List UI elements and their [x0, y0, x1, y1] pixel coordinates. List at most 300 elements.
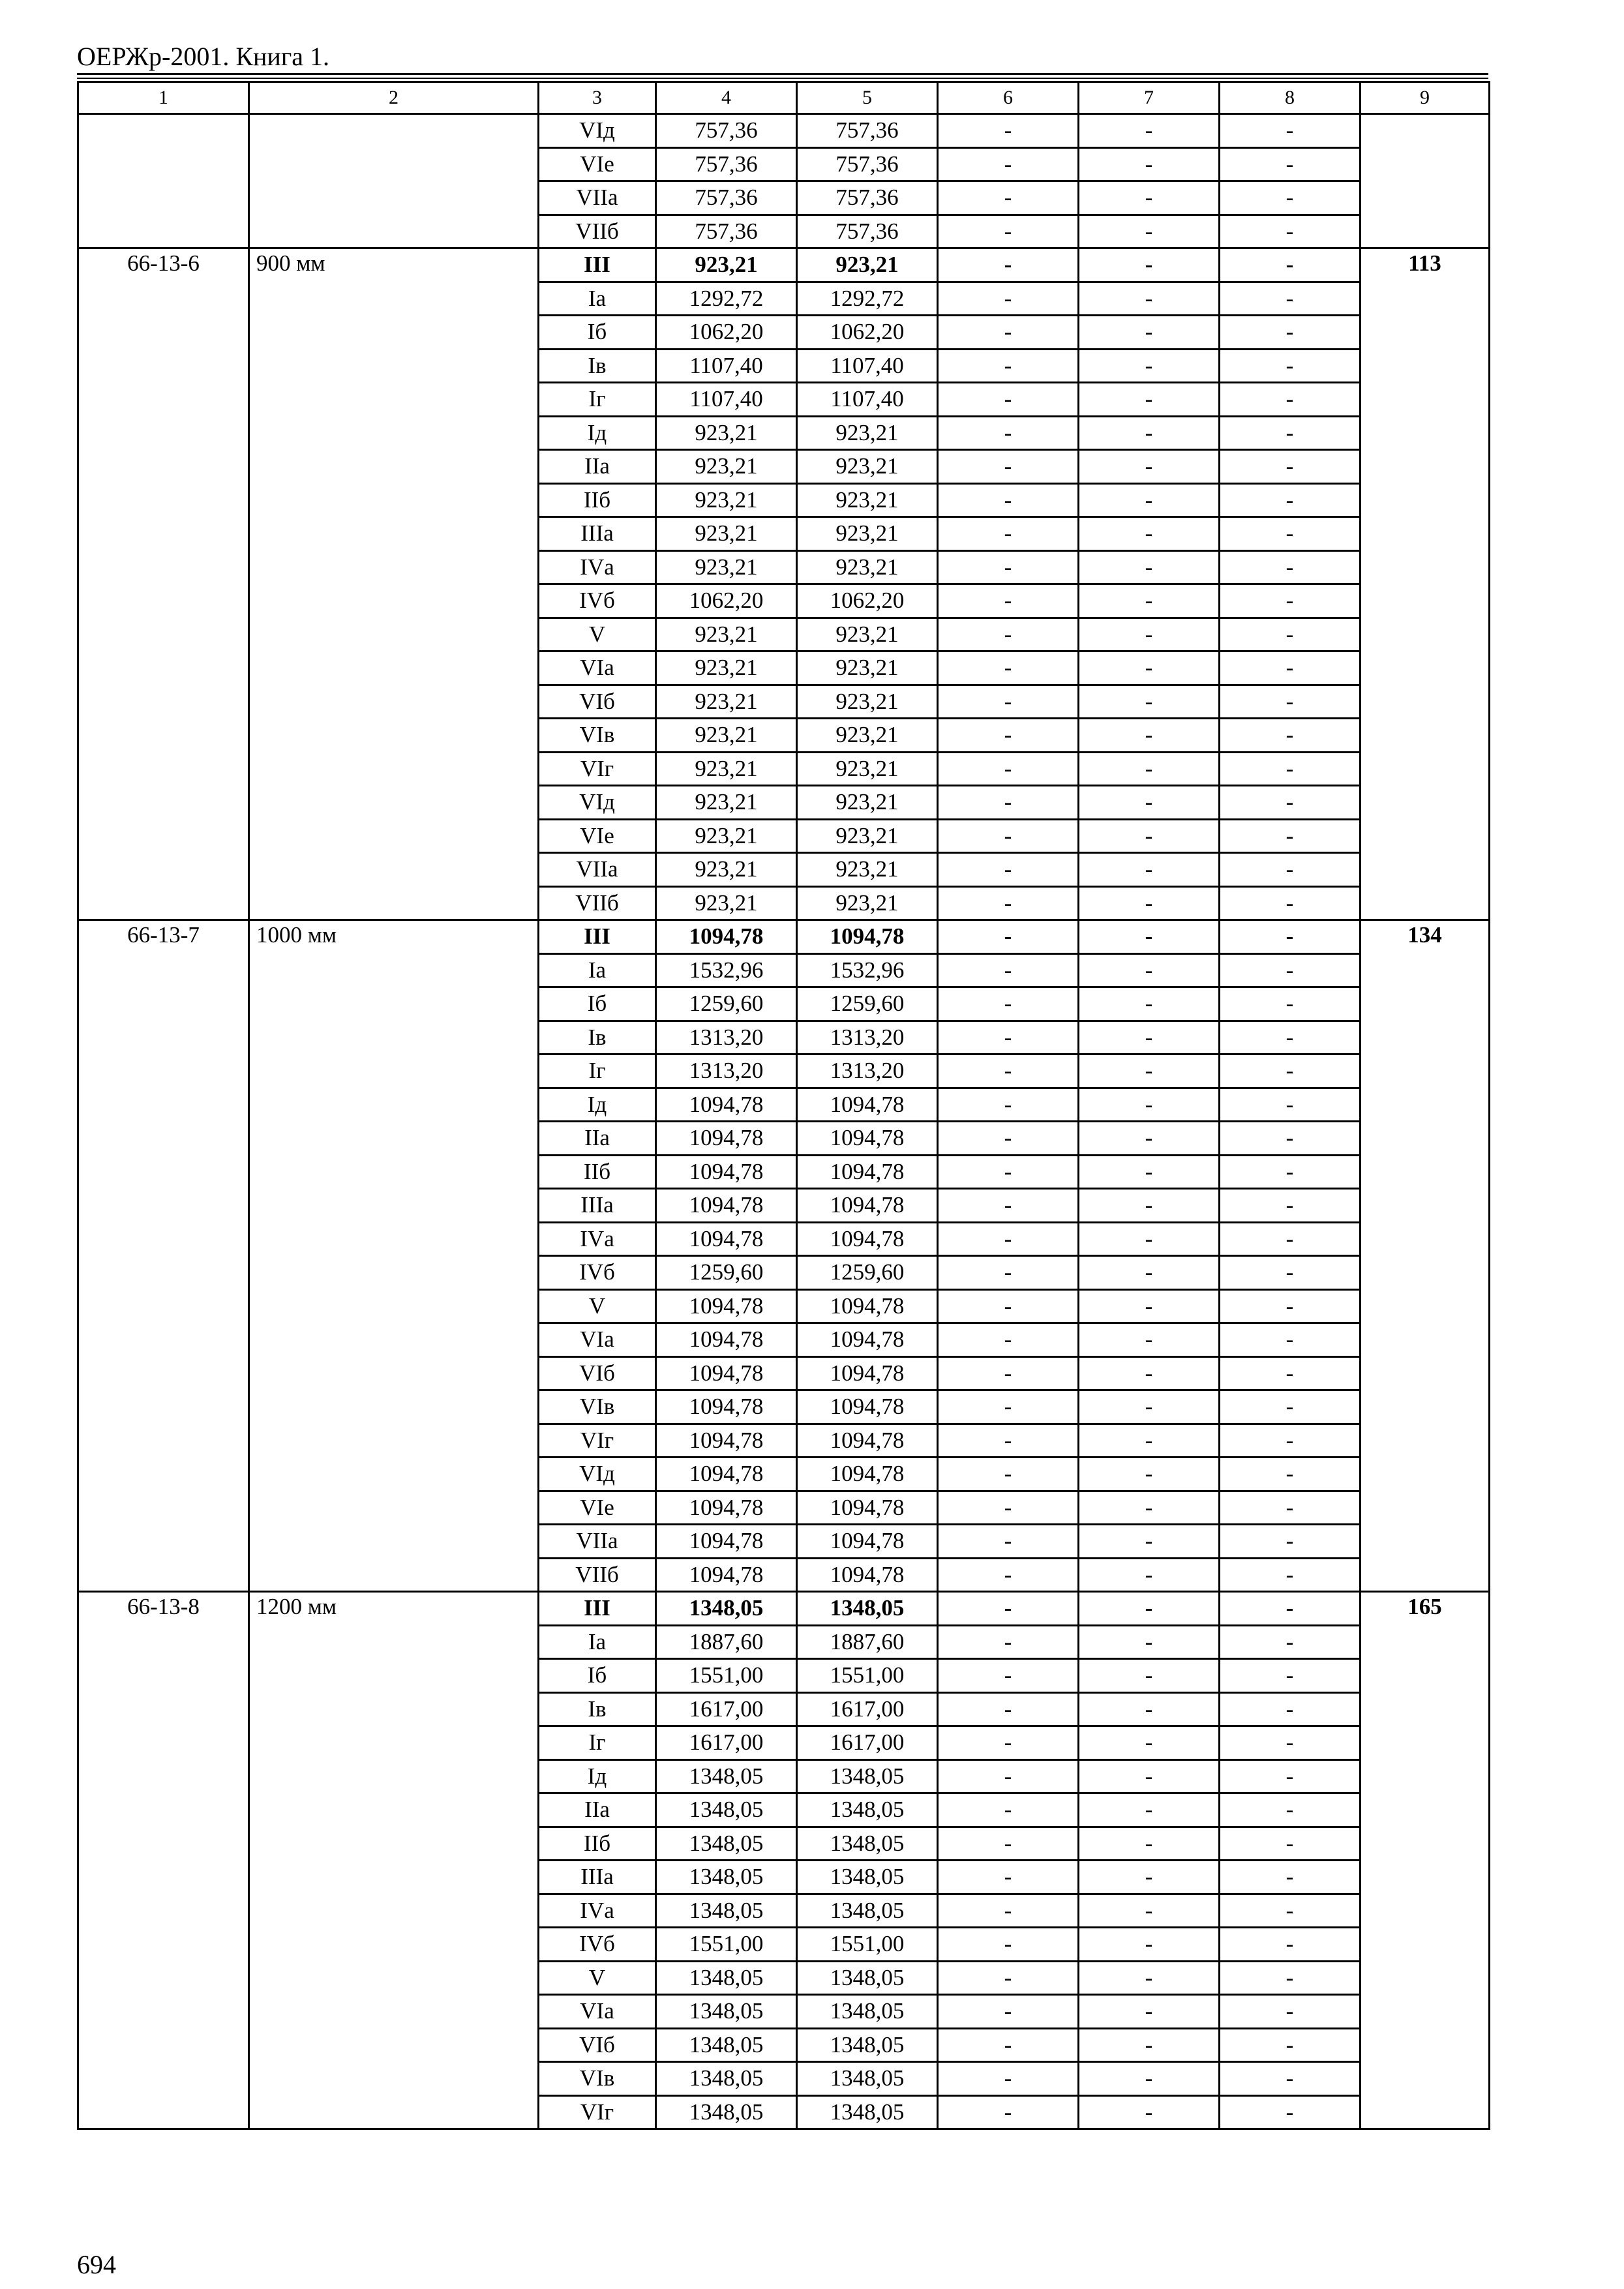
value-cell-col7: -: [1079, 1558, 1220, 1592]
value-cell-col6: -: [938, 886, 1079, 920]
value-cell-col6: -: [938, 282, 1079, 316]
value-cell-col8: -: [1220, 2062, 1361, 2096]
value-cell-col7: -: [1079, 1692, 1220, 1726]
value-cell-col5: 1094,78: [797, 1390, 938, 1424]
zone-cell: VIд: [539, 114, 656, 148]
zone-cell: VIг: [539, 1424, 656, 1458]
value-cell-col5: 1348,05: [797, 1827, 938, 1861]
value-cell-col6: -: [938, 853, 1079, 887]
value-cell-col6: -: [938, 450, 1079, 484]
value-cell-col4: 1348,05: [656, 1961, 797, 1995]
value-cell-col4: 1551,00: [656, 1659, 797, 1693]
value-cell-col8: -: [1220, 1961, 1361, 1995]
value-cell-col6: -: [938, 2062, 1079, 2096]
value-cell-col6: -: [938, 316, 1079, 350]
value-cell-col4: 1348,05: [656, 1894, 797, 1928]
value-cell-col4: 923,21: [656, 685, 797, 719]
value-cell-col5: 1259,60: [797, 987, 938, 1021]
value-cell-col7: -: [1079, 1088, 1220, 1122]
value-cell-col4: 1348,05: [656, 1759, 797, 1793]
value-cell-col7: -: [1079, 886, 1220, 920]
item-name: 1000 мм: [249, 920, 539, 1592]
value-cell-col8: -: [1220, 1894, 1361, 1928]
value-cell-col4: 757,36: [656, 215, 797, 248]
value-cell-col5: 923,21: [797, 483, 938, 517]
value-cell-col4: 923,21: [656, 483, 797, 517]
value-cell-col4: 1094,78: [656, 1122, 797, 1156]
value-cell-col7: -: [1079, 147, 1220, 181]
value-cell-col6: -: [938, 483, 1079, 517]
value-cell-col4: 1348,05: [656, 2095, 797, 2129]
value-cell-col4: 1107,40: [656, 349, 797, 383]
value-cell-col4: 923,21: [656, 819, 797, 853]
column-number: 5: [797, 82, 938, 114]
value-cell-col4: 1094,78: [656, 1356, 797, 1390]
value-cell-col6: -: [938, 248, 1079, 282]
table-row: [78, 248, 1490, 282]
value-cell-col7: -: [1079, 2028, 1220, 2062]
value-cell-col4: 1551,00: [656, 1928, 797, 1962]
value-cell-col4: 1887,60: [656, 1625, 797, 1659]
value-cell-col5: 923,21: [797, 719, 938, 753]
zone-cell: Iб: [539, 316, 656, 350]
value-cell-col4: 1094,78: [656, 1491, 797, 1525]
value-cell-col6: -: [938, 1155, 1079, 1189]
value-cell-col5: 1348,05: [797, 1961, 938, 1995]
value-cell-col4: 1094,78: [656, 1189, 797, 1223]
value-cell-col7: -: [1079, 2062, 1220, 2096]
value-cell-col7: -: [1079, 383, 1220, 417]
value-cell-col8: -: [1220, 1491, 1361, 1525]
value-cell-col5: 1617,00: [797, 1692, 938, 1726]
value-cell-col8: -: [1220, 181, 1361, 215]
value-cell-col6: -: [938, 1894, 1079, 1928]
value-cell-col7: -: [1079, 1491, 1220, 1525]
value-cell-col6: -: [938, 1793, 1079, 1827]
value-cell-col7: -: [1079, 114, 1220, 148]
value-cell-col8: -: [1220, 248, 1361, 282]
value-cell-col8: -: [1220, 1458, 1361, 1491]
value-cell-col5: 1062,20: [797, 584, 938, 618]
value-cell-col7: -: [1079, 853, 1220, 887]
value-cell-col6: -: [938, 349, 1079, 383]
value-cell-col4: 1259,60: [656, 1256, 797, 1290]
value-cell-col8: -: [1220, 651, 1361, 685]
value-cell-col8: -: [1220, 1122, 1361, 1156]
value-cell-col8: -: [1220, 920, 1361, 954]
zone-cell: Iа: [539, 1625, 656, 1659]
zone-cell: Iг: [539, 1726, 656, 1760]
value-cell-col8: -: [1220, 349, 1361, 383]
value-cell-col4: 1094,78: [656, 1525, 797, 1559]
value-cell-col7: -: [1079, 752, 1220, 786]
value-cell-col5: 923,21: [797, 550, 938, 584]
value-cell-col7: -: [1079, 1928, 1220, 1962]
zone-cell: VIIа: [539, 1525, 656, 1559]
value-cell-col8: -: [1220, 550, 1361, 584]
value-cell-col8: -: [1220, 282, 1361, 316]
zone-cell: III: [539, 920, 656, 954]
value-cell-col8: -: [1220, 1558, 1361, 1592]
value-cell-col7: -: [1079, 953, 1220, 987]
value-cell-col6: -: [938, 1390, 1079, 1424]
value-cell-col8: -: [1220, 752, 1361, 786]
value-cell-col5: 1887,60: [797, 1625, 938, 1659]
header-rule-inner: [77, 78, 1488, 79]
value-cell-col4: 1313,20: [656, 1021, 797, 1055]
value-cell-col5: 1094,78: [797, 1088, 938, 1122]
value-cell-col5: 1062,20: [797, 316, 938, 350]
zone-cell: IIб: [539, 1827, 656, 1861]
value-cell-col6: -: [938, 1491, 1079, 1525]
value-cell-col8: -: [1220, 853, 1361, 887]
zone-cell: IVа: [539, 1894, 656, 1928]
value-cell-col8: -: [1220, 1827, 1361, 1861]
value-cell-col5: 923,21: [797, 752, 938, 786]
value-cell-col6: -: [938, 920, 1079, 954]
zone-cell: V: [539, 618, 656, 651]
header-rule: [77, 73, 1488, 75]
value-cell-col7: -: [1079, 483, 1220, 517]
column-9-value: [1361, 114, 1490, 248]
value-cell-col5: 1094,78: [797, 1558, 938, 1592]
value-cell-col7: -: [1079, 517, 1220, 551]
zone-cell: III: [539, 248, 656, 282]
value-cell-col5: 923,21: [797, 248, 938, 282]
value-cell-col5: 923,21: [797, 416, 938, 450]
value-cell-col4: 1259,60: [656, 987, 797, 1021]
value-cell-col8: -: [1220, 1525, 1361, 1559]
table-row: [78, 114, 1490, 148]
value-cell-col5: 1551,00: [797, 1659, 938, 1693]
value-cell-col5: 923,21: [797, 618, 938, 651]
value-cell-col4: 1348,05: [656, 2062, 797, 2096]
zone-cell: VIб: [539, 2028, 656, 2062]
value-cell-col5: 1094,78: [797, 1289, 938, 1323]
value-cell-col7: -: [1079, 349, 1220, 383]
value-cell-col6: -: [938, 2028, 1079, 2062]
zone-cell: Iв: [539, 1692, 656, 1726]
zone-cell: IIIа: [539, 1189, 656, 1223]
zone-cell: III: [539, 1592, 656, 1626]
value-cell-col6: -: [938, 1961, 1079, 1995]
value-cell-col8: -: [1220, 450, 1361, 484]
value-cell-col5: 1348,05: [797, 1894, 938, 1928]
document-header: ОЕРЖр-2001. Книга 1.: [77, 42, 329, 71]
value-cell-col8: -: [1220, 1995, 1361, 2029]
value-cell-col8: -: [1220, 483, 1361, 517]
value-cell-col5: 1551,00: [797, 1928, 938, 1962]
value-cell-col4: 1094,78: [656, 1424, 797, 1458]
zone-cell: VIв: [539, 2062, 656, 2096]
value-cell-col6: -: [938, 1726, 1079, 1760]
value-cell-col6: -: [938, 1088, 1079, 1122]
value-cell-col4: 757,36: [656, 114, 797, 148]
value-cell-col5: 923,21: [797, 853, 938, 887]
rates-table: [77, 81, 1490, 2130]
value-cell-col5: 757,36: [797, 114, 938, 148]
zone-cell: VIа: [539, 1995, 656, 2029]
value-cell-col7: -: [1079, 1390, 1220, 1424]
column-number: 7: [1079, 82, 1220, 114]
value-cell-col8: -: [1220, 786, 1361, 820]
zone-cell: VIIб: [539, 886, 656, 920]
value-cell-col6: -: [938, 1424, 1079, 1458]
column-number: 8: [1220, 82, 1361, 114]
column-9-value: 165: [1361, 1592, 1490, 2129]
value-cell-col5: 1348,05: [797, 2028, 938, 2062]
value-cell-col4: 1094,78: [656, 1458, 797, 1491]
value-cell-col4: 1348,05: [656, 1827, 797, 1861]
value-cell-col6: -: [938, 1625, 1079, 1659]
value-cell-col5: 1107,40: [797, 383, 938, 417]
zone-cell: V: [539, 1961, 656, 1995]
value-cell-col6: -: [938, 618, 1079, 651]
value-cell-col5: 1094,78: [797, 1491, 938, 1525]
table-row: [78, 1592, 1490, 1626]
item-name: [249, 114, 539, 248]
value-cell-col7: -: [1079, 1189, 1220, 1223]
value-cell-col7: -: [1079, 215, 1220, 248]
item-code: 66-13-7: [78, 920, 249, 1592]
column-number: 1: [78, 82, 249, 114]
value-cell-col8: -: [1220, 584, 1361, 618]
value-cell-col4: 1348,05: [656, 1793, 797, 1827]
value-cell-col7: -: [1079, 1222, 1220, 1256]
value-cell-col7: -: [1079, 1155, 1220, 1189]
value-cell-col5: 923,21: [797, 651, 938, 685]
value-cell-col4: 923,21: [656, 853, 797, 887]
zone-cell: IIа: [539, 450, 656, 484]
value-cell-col6: -: [938, 1189, 1079, 1223]
value-cell-col5: 1094,78: [797, 1458, 938, 1491]
value-cell-col5: 757,36: [797, 147, 938, 181]
value-cell-col5: 923,21: [797, 886, 938, 920]
value-cell-col6: -: [938, 584, 1079, 618]
value-cell-col4: 757,36: [656, 181, 797, 215]
zone-cell: IIа: [539, 1122, 656, 1156]
value-cell-col4: 1062,20: [656, 584, 797, 618]
value-cell-col5: 1094,78: [797, 1525, 938, 1559]
value-cell-col4: 923,21: [656, 786, 797, 820]
value-cell-col6: -: [938, 1525, 1079, 1559]
value-cell-col8: -: [1220, 1289, 1361, 1323]
value-cell-col8: -: [1220, 953, 1361, 987]
value-cell-col8: -: [1220, 215, 1361, 248]
zone-cell: Iв: [539, 1021, 656, 1055]
value-cell-col7: -: [1079, 584, 1220, 618]
value-cell-col8: -: [1220, 1021, 1361, 1055]
zone-cell: VIе: [539, 147, 656, 181]
value-cell-col8: -: [1220, 1356, 1361, 1390]
column-number: 4: [656, 82, 797, 114]
value-cell-col8: -: [1220, 1726, 1361, 1760]
value-cell-col5: 1617,00: [797, 1726, 938, 1760]
value-cell-col5: 1348,05: [797, 1759, 938, 1793]
value-cell-col4: 1094,78: [656, 1558, 797, 1592]
value-cell-col5: 1094,78: [797, 1222, 938, 1256]
column-number: 3: [539, 82, 656, 114]
item-code: 66-13-6: [78, 248, 249, 920]
value-cell-col4: 1532,96: [656, 953, 797, 987]
column-9-value: 113: [1361, 248, 1490, 920]
value-cell-col4: 923,21: [656, 416, 797, 450]
value-cell-col6: -: [938, 1323, 1079, 1357]
value-cell-col5: 1348,05: [797, 1793, 938, 1827]
zone-cell: VIе: [539, 819, 656, 853]
table-body: [78, 82, 1490, 2129]
zone-cell: IVб: [539, 1256, 656, 1290]
value-cell-col4: 1094,78: [656, 1289, 797, 1323]
zone-cell: VIг: [539, 752, 656, 786]
value-cell-col5: 1094,78: [797, 1122, 938, 1156]
value-cell-col6: -: [938, 550, 1079, 584]
value-cell-col7: -: [1079, 1356, 1220, 1390]
value-cell-col5: 1094,78: [797, 1356, 938, 1390]
value-cell-col7: -: [1079, 819, 1220, 853]
value-cell-col5: 1348,05: [797, 1592, 938, 1626]
value-cell-col7: -: [1079, 651, 1220, 685]
zone-cell: VIв: [539, 1390, 656, 1424]
value-cell-col7: -: [1079, 1289, 1220, 1323]
value-cell-col4: 1348,05: [656, 1592, 797, 1626]
zone-cell: Iг: [539, 383, 656, 417]
zone-cell: IIа: [539, 1793, 656, 1827]
value-cell-col6: -: [938, 752, 1079, 786]
value-cell-col5: 1348,05: [797, 2062, 938, 2096]
value-cell-col7: -: [1079, 1525, 1220, 1559]
value-cell-col5: 1313,20: [797, 1021, 938, 1055]
column-number: 9: [1361, 82, 1490, 114]
value-cell-col8: -: [1220, 1692, 1361, 1726]
value-cell-col7: -: [1079, 719, 1220, 753]
zone-cell: VIIб: [539, 1558, 656, 1592]
zone-cell: Iв: [539, 349, 656, 383]
zone-cell: VIб: [539, 1356, 656, 1390]
value-cell-col5: 1313,20: [797, 1055, 938, 1088]
value-cell-col4: 923,21: [656, 651, 797, 685]
value-cell-col4: 923,21: [656, 719, 797, 753]
value-cell-col6: -: [938, 719, 1079, 753]
value-cell-col8: -: [1220, 1222, 1361, 1256]
value-cell-col6: -: [938, 1356, 1079, 1390]
value-cell-col6: -: [938, 215, 1079, 248]
value-cell-col7: -: [1079, 1726, 1220, 1760]
zone-cell: VIе: [539, 1491, 656, 1525]
value-cell-col5: 923,21: [797, 786, 938, 820]
item-code: 66-13-8: [78, 1592, 249, 2129]
value-cell-col4: 1348,05: [656, 2028, 797, 2062]
value-cell-col7: -: [1079, 786, 1220, 820]
value-cell-col7: -: [1079, 1894, 1220, 1928]
zone-cell: Iд: [539, 416, 656, 450]
zone-cell: V: [539, 1289, 656, 1323]
item-code: [78, 114, 249, 248]
value-cell-col6: -: [938, 1222, 1079, 1256]
value-cell-col5: 1094,78: [797, 1323, 938, 1357]
value-cell-col6: -: [938, 953, 1079, 987]
value-cell-col8: -: [1220, 719, 1361, 753]
value-cell-col7: -: [1079, 416, 1220, 450]
value-cell-col5: 1107,40: [797, 349, 938, 383]
zone-cell: VIв: [539, 719, 656, 753]
value-cell-col5: 1094,78: [797, 920, 938, 954]
value-cell-col7: -: [1079, 1424, 1220, 1458]
value-cell-col8: -: [1220, 383, 1361, 417]
value-cell-col5: 923,21: [797, 819, 938, 853]
value-cell-col6: -: [938, 786, 1079, 820]
value-cell-col6: -: [938, 1122, 1079, 1156]
value-cell-col7: -: [1079, 1759, 1220, 1793]
item-name: 900 мм: [249, 248, 539, 920]
value-cell-col8: -: [1220, 1625, 1361, 1659]
zone-cell: VIа: [539, 1323, 656, 1357]
value-cell-col8: -: [1220, 2028, 1361, 2062]
value-cell-col4: 757,36: [656, 147, 797, 181]
value-cell-col6: -: [938, 1659, 1079, 1693]
value-cell-col6: -: [938, 1759, 1079, 1793]
zone-cell: IIб: [539, 483, 656, 517]
value-cell-col6: -: [938, 1558, 1079, 1592]
value-cell-col8: -: [1220, 1390, 1361, 1424]
value-cell-col4: 923,21: [656, 517, 797, 551]
value-cell-col4: 1094,78: [656, 1088, 797, 1122]
zone-cell: Iд: [539, 1759, 656, 1793]
value-cell-col7: -: [1079, 1122, 1220, 1156]
value-cell-col8: -: [1220, 1189, 1361, 1223]
value-cell-col7: -: [1079, 1827, 1220, 1861]
value-cell-col8: -: [1220, 1155, 1361, 1189]
value-cell-col7: -: [1079, 1659, 1220, 1693]
value-cell-col4: 923,21: [656, 248, 797, 282]
value-cell-col6: -: [938, 181, 1079, 215]
zone-cell: Iг: [539, 1055, 656, 1088]
value-cell-col7: -: [1079, 1021, 1220, 1055]
value-cell-col5: 757,36: [797, 215, 938, 248]
value-cell-col6: -: [938, 651, 1079, 685]
value-cell-col4: 1348,05: [656, 1995, 797, 2029]
value-cell-col5: 1532,96: [797, 953, 938, 987]
value-cell-col4: 1094,78: [656, 920, 797, 954]
value-cell-col8: -: [1220, 1055, 1361, 1088]
value-cell-col4: 923,21: [656, 550, 797, 584]
value-cell-col4: 1094,78: [656, 1155, 797, 1189]
column-number: 6: [938, 82, 1079, 114]
zone-cell: VIIа: [539, 181, 656, 215]
column-9-value: 134: [1361, 920, 1490, 1592]
value-cell-col7: -: [1079, 1323, 1220, 1357]
zone-cell: VIIб: [539, 215, 656, 248]
value-cell-col7: -: [1079, 1793, 1220, 1827]
value-cell-col5: 1094,78: [797, 1424, 938, 1458]
value-cell-col6: -: [938, 1995, 1079, 2029]
value-cell-col5: 1259,60: [797, 1256, 938, 1290]
zone-cell: VIIа: [539, 853, 656, 887]
value-cell-col6: -: [938, 147, 1079, 181]
value-cell-col4: 1107,40: [656, 383, 797, 417]
value-cell-col8: -: [1220, 517, 1361, 551]
value-cell-col7: -: [1079, 1458, 1220, 1491]
zone-cell: VIб: [539, 685, 656, 719]
zone-cell: VIд: [539, 1458, 656, 1491]
value-cell-col4: 923,21: [656, 618, 797, 651]
value-cell-col7: -: [1079, 1256, 1220, 1290]
value-cell-col8: -: [1220, 114, 1361, 148]
value-cell-col7: -: [1079, 1995, 1220, 2029]
zone-cell: IVб: [539, 584, 656, 618]
page-number: 694: [77, 2250, 116, 2279]
value-cell-col8: -: [1220, 1256, 1361, 1290]
